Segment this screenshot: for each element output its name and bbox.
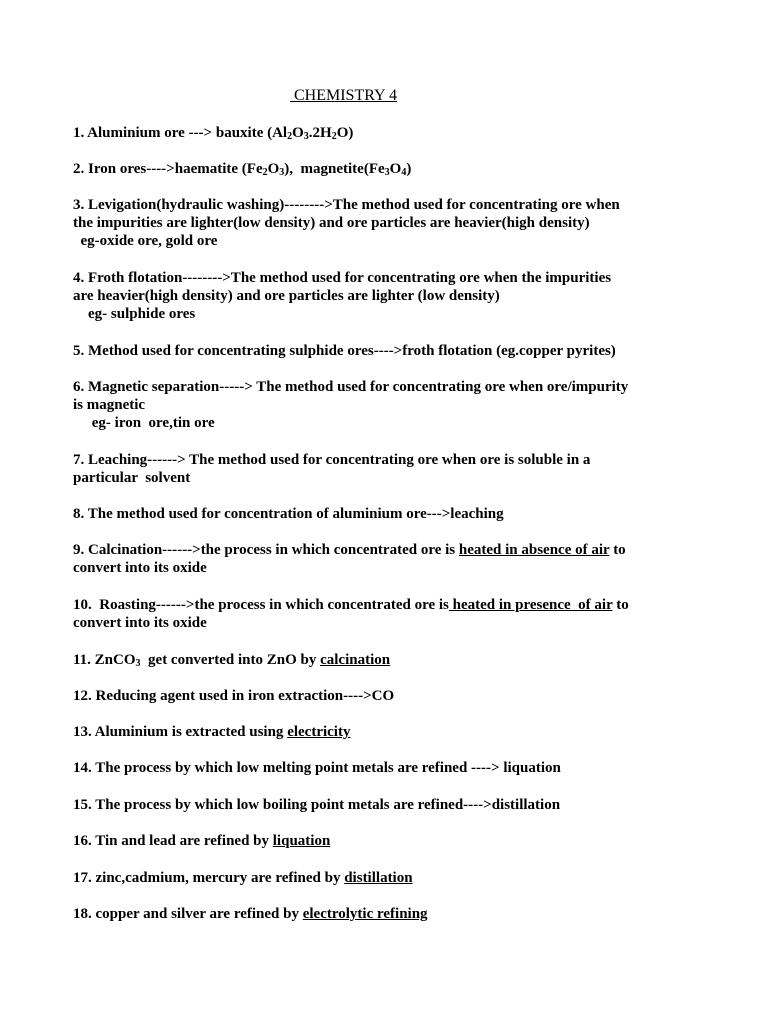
document-title: CHEMISTRY 4 (290, 87, 397, 104)
note-item-5 (73, 342, 698, 360)
note-item-6 (73, 378, 698, 432)
note-line: 12. Reducing agent used in iron extraction---->CO (73, 688, 395, 704)
note-item-3 (73, 196, 698, 250)
note-item-7 (73, 451, 698, 487)
underlined-term: distillation (344, 870, 413, 886)
note-line: particular solvent (73, 470, 191, 486)
note-line: convert into its oxide (73, 560, 207, 576)
note-item-13 (73, 723, 698, 741)
note-line: convert into its oxide (73, 615, 207, 631)
note-item-8 (73, 505, 698, 523)
note-line: eg-oxide ore, gold ore (73, 233, 218, 249)
note-line: eg- iron ore,tin ore (73, 415, 215, 431)
underlined-term: electricity (287, 724, 351, 740)
note-item-9 (73, 541, 698, 577)
note-line: 17. zinc,cadmium, mercury are refined by distillation (73, 870, 413, 886)
note-line: are heavier(high density) and ore particles are lighter (low density) (73, 288, 500, 304)
note-line: 5. Method used for concentrating sulphide ores---->froth flotation (eg.copper pyrites) (73, 343, 616, 359)
note-line: 16. Tin and lead are refined by liquation (73, 833, 331, 849)
note-line: 7. Leaching------> The method used for concentrating ore when ore is soluble in a (73, 452, 591, 468)
note-item-12 (73, 687, 698, 705)
underlined-term: heated in absence of air (458, 542, 610, 558)
underlined-term: electrolytic refining (302, 906, 428, 922)
note-item-18 (73, 905, 698, 923)
underlined-term: heated in presence of air (448, 597, 613, 613)
note-item-10 (73, 596, 698, 632)
note-item-1 (73, 124, 698, 142)
note-item-16 (73, 832, 698, 850)
note-item-15 (73, 796, 698, 814)
note-line: 4. Froth flotation-------->The method used for concentrating ore when the impurities (73, 270, 612, 286)
note-item-14 (73, 759, 698, 777)
note-line: 18. copper and silver are refined by electrolytic refining (73, 906, 428, 922)
underlined-term: calcination (320, 652, 391, 668)
note-item-17 (73, 869, 698, 887)
note-line: 13. Aluminium is extracted using electricity (73, 724, 351, 740)
note-line: eg- sulphide ores (73, 306, 196, 322)
note-line: 11. ZnCO$_3$ get converted into ZnO by calcination (73, 652, 391, 669)
note-line: the impurities are lighter(low density) and ore particles are heavier(high density) (73, 215, 590, 231)
note-line: 15. The process by which low boiling point metals are refined---->distillation (73, 797, 561, 813)
note-line: 1. Aluminium ore ---> bauxite $(Al_2O_3.2H_2O)$ (73, 125, 354, 142)
underlined-term: liquation (272, 833, 331, 849)
note-line: 3. Levigation(hydraulic washing)-------->The method used for concentrating ore when (73, 197, 620, 213)
note-line: 6. Magnetic separation-----> The method used for concentrating ore when ore/impurity (73, 379, 629, 395)
note-line: 10. Roasting------>the process in which concentrated ore is heated in presence of air to (73, 597, 629, 613)
note-item-11 (73, 651, 698, 669)
note-line: 8. The method used for concentration of aluminium ore--->leaching (73, 506, 504, 522)
note-line: 2. Iron ores---->haematite $(Fe_2O_3)$, $magnetite(Fe_3O_4)$ (73, 161, 412, 178)
note-item-2 (73, 160, 698, 178)
note-line: is magnetic (73, 397, 146, 413)
note-line: 9. Calcination------>the process in which concentrated ore is heated in absence of air to (73, 542, 626, 558)
note-item-4 (73, 269, 698, 323)
note-line: 14. The process by which low melting point metals are refined ----> liquation (73, 760, 561, 776)
